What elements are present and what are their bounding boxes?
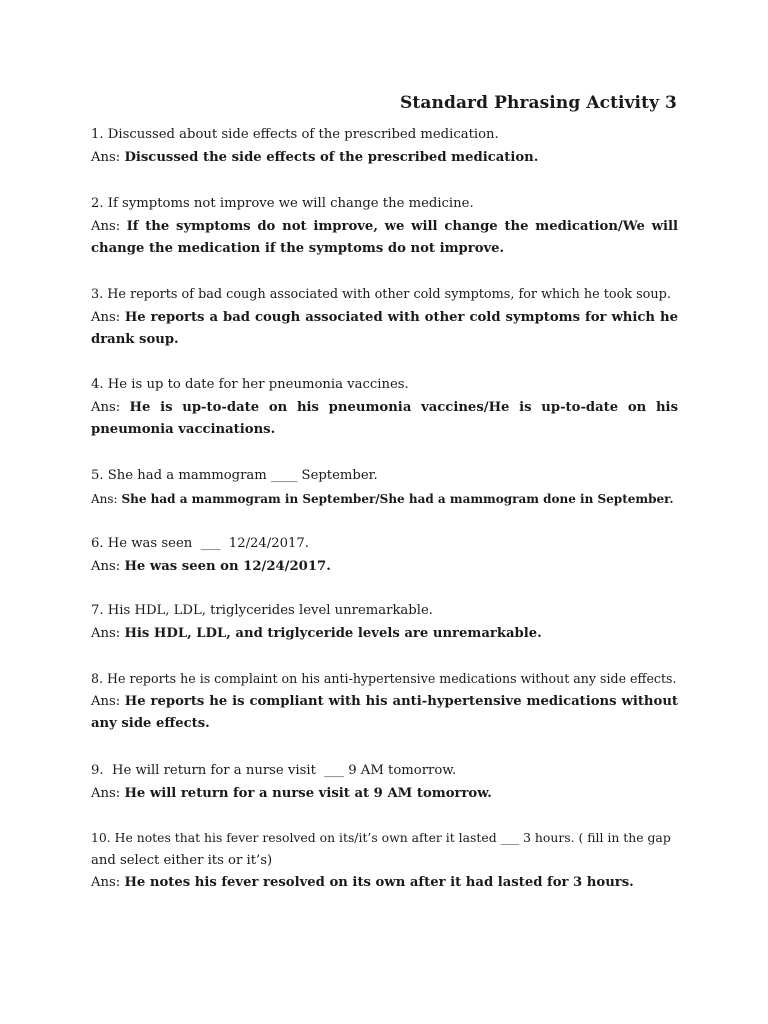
answer-text-8: He reports he is compliant with his anti-hypertensive medications without any side effects. <box>91 693 678 731</box>
qa-item-3 <box>91 284 678 352</box>
answer-prefix: Ans: <box>91 399 121 415</box>
answer-prefix: Ans: <box>91 558 121 574</box>
answer-text-9: He will return for a nurse visit at 9 AM tomorrow. <box>124 785 492 801</box>
answer-text-10: He notes his fever resolved on its own after it had lasted for 3 hours. <box>124 875 634 890</box>
answer-text-6: He was seen on 12/24/2017. <box>124 558 331 574</box>
page-title: Standard Phrasing Activity 3 <box>400 93 677 113</box>
question-6: 6. He was seen ___ 12/24/2017. <box>91 536 309 551</box>
answer-text-1: Discussed the side effects of the prescribed medication. <box>124 149 539 165</box>
answer-prefix: Ans: <box>91 785 121 801</box>
answer-text-4: He is up-to-date on his pneumonia vaccines/He is up-to-date on his pneumonia vaccinations. <box>91 399 678 437</box>
qa-item-1 <box>91 124 678 169</box>
answer-prefix: Ans: <box>91 875 121 890</box>
question-2: 2. If symptoms not improve we will change the medicine. <box>91 196 474 211</box>
question-3: 3. He reports of bad cough associated with other cold symptoms, for which he took soup. <box>91 287 671 302</box>
answer-1 <box>91 147 678 170</box>
answer-prefix: Ans: <box>91 693 121 709</box>
answer-9 <box>91 783 678 806</box>
question-8: 8. He reports he is complaint on his anti-hypertensive medications without any side effects. <box>91 671 677 686</box>
qa-item-5 <box>91 465 678 510</box>
qa-item-7 <box>91 600 678 645</box>
answer-prefix: Ans: <box>91 491 118 506</box>
answer-text-7: His HDL, LDL, and triglyceride levels are unremarkable. <box>124 625 542 641</box>
question-10-line-1: 10. He notes that his fever resolved on its/it’s own after it lasted ___ 3 hours. ( fill in the gap <box>91 830 671 845</box>
answer-8 <box>91 691 678 736</box>
qa-item-9 <box>91 760 678 805</box>
question-1: 1. Discussed about side effects of the prescribed medication. <box>91 127 499 142</box>
question-9: 9. He will return for a nurse visit ___ 9 AM tomorrow. <box>91 763 457 778</box>
question-10-line-2: and select either its or it’s) <box>91 852 273 868</box>
answer-10 <box>91 872 678 895</box>
answer-3 <box>91 307 678 352</box>
qa-item-6 <box>91 533 678 578</box>
answer-5 <box>91 488 678 511</box>
answer-text-5: She had a mammogram in September/She had a mammogram done in September. <box>121 491 674 506</box>
qa-item-4 <box>91 374 678 442</box>
qa-item-8 <box>91 668 678 736</box>
answer-prefix: Ans: <box>91 309 121 325</box>
answer-2 <box>91 216 678 261</box>
answer-text-3: He reports a bad cough associated with other cold symptoms for which he drank soup. <box>91 309 678 347</box>
answer-4 <box>91 397 678 442</box>
answer-prefix: Ans: <box>91 149 121 165</box>
answer-6 <box>91 556 678 579</box>
question-5: 5. She had a mammogram ____ September. <box>91 468 378 483</box>
question-4: 4. He is up to date for her pneumonia vaccines. <box>91 377 409 392</box>
qa-item-2 <box>91 193 678 261</box>
answer-prefix: Ans: <box>91 218 121 234</box>
qa-item-10 <box>91 827 678 895</box>
answer-7 <box>91 623 678 646</box>
question-7: 7. His HDL, LDL, triglycerides level unremarkable. <box>91 603 433 618</box>
answer-text-2: If the symptoms do not improve, we will change the medication/We will change the medication if the symptoms do not improve. <box>91 218 678 256</box>
answer-prefix: Ans: <box>91 625 121 641</box>
